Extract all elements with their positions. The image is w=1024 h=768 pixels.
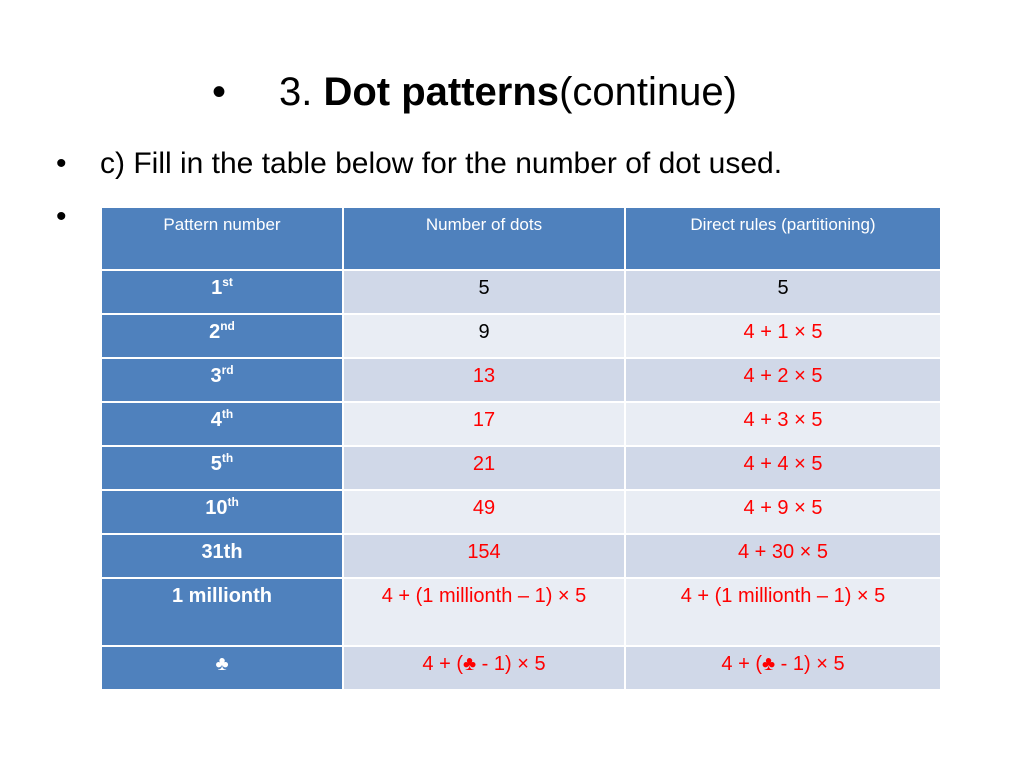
rule-cell: 4 + 3 × 5: [625, 402, 941, 446]
dots-cell: 4 + (♣ - 1) × 5: [343, 646, 625, 690]
dots-cell: 21: [343, 446, 625, 490]
ordinal-suffix: th: [221, 407, 234, 421]
title-bold: Dot patterns: [323, 70, 560, 114]
pattern-label: 5: [210, 453, 222, 475]
pattern-cell: [101, 646, 343, 690]
pattern-cell: [101, 446, 343, 490]
rule-cell: 4 + 9 × 5: [625, 490, 941, 534]
pattern-label: 3: [210, 365, 222, 387]
pattern-cell: [101, 314, 343, 358]
title-bullet: •: [212, 70, 227, 114]
ordinal-suffix: rd: [221, 363, 234, 377]
bullet-point: •: [56, 147, 67, 180]
ordinal-suffix: nd: [220, 319, 235, 333]
slide-title: [0, 62, 1024, 122]
header-number-of-dots: Number of dots: [343, 207, 625, 270]
dots-cell: 49: [343, 490, 625, 534]
ordinal-suffix: th: [221, 451, 234, 465]
pattern-cell: [101, 402, 343, 446]
pattern-label: 1 millionth: [172, 585, 272, 607]
ordinal-suffix: th: [227, 495, 239, 509]
pattern-label: 1: [211, 277, 223, 299]
title-text: [279, 62, 737, 122]
dots-cell: 154: [343, 534, 625, 578]
title-number: 3.: [279, 70, 324, 114]
rule-cell: 5: [625, 270, 941, 314]
pattern-cell: [101, 578, 343, 646]
rule-cell: 4 + 30 × 5: [625, 534, 941, 578]
dots-cell: 9: [343, 314, 625, 358]
table-row: [101, 358, 941, 402]
pattern-label: 10: [205, 497, 228, 519]
rule-cell: 4 + 2 × 5: [625, 358, 941, 402]
table-row: [101, 446, 941, 490]
pattern-cell: [101, 270, 343, 314]
pattern-cell: [101, 534, 343, 578]
table-header-row: [101, 207, 941, 270]
instruction-line: [56, 144, 782, 184]
pattern-label: 31th: [201, 541, 243, 563]
table-row: [101, 314, 941, 358]
dots-cell: 5: [343, 270, 625, 314]
header-direct-rules: Direct rules (partitioning): [625, 207, 941, 270]
rule-cell: 4 + (♣ - 1) × 5: [625, 646, 941, 690]
table-row: [101, 646, 941, 690]
table-row: [101, 578, 941, 646]
table-row: [101, 270, 941, 314]
instruction-text: c) Fill in the table below for the number of dot used.: [100, 147, 783, 180]
rule-cell: 4 + (1 millionth – 1) × 5: [625, 578, 941, 646]
table-row: [101, 402, 941, 446]
dot-pattern-table: [100, 206, 942, 691]
pattern-cell: [101, 358, 343, 402]
header-pattern-number: Pattern number: [101, 207, 343, 270]
dots-cell: 17: [343, 402, 625, 446]
pattern-label: 4: [210, 409, 222, 431]
rule-cell: 4 + 1 × 5: [625, 314, 941, 358]
pattern-label: 2: [209, 321, 221, 343]
table-row: [101, 534, 941, 578]
dots-cell: 4 + (1 millionth – 1) × 5: [343, 578, 625, 646]
ordinal-suffix: st: [222, 275, 233, 289]
dots-cell: 13: [343, 358, 625, 402]
bullet-point: •: [56, 200, 67, 233]
table-row: [101, 490, 941, 534]
title-rest: (continue): [559, 70, 737, 114]
empty-bullet-line: [56, 197, 100, 237]
rule-cell: 4 + 4 × 5: [625, 446, 941, 490]
club-symbol: ♣: [215, 653, 229, 675]
pattern-cell: [101, 490, 343, 534]
